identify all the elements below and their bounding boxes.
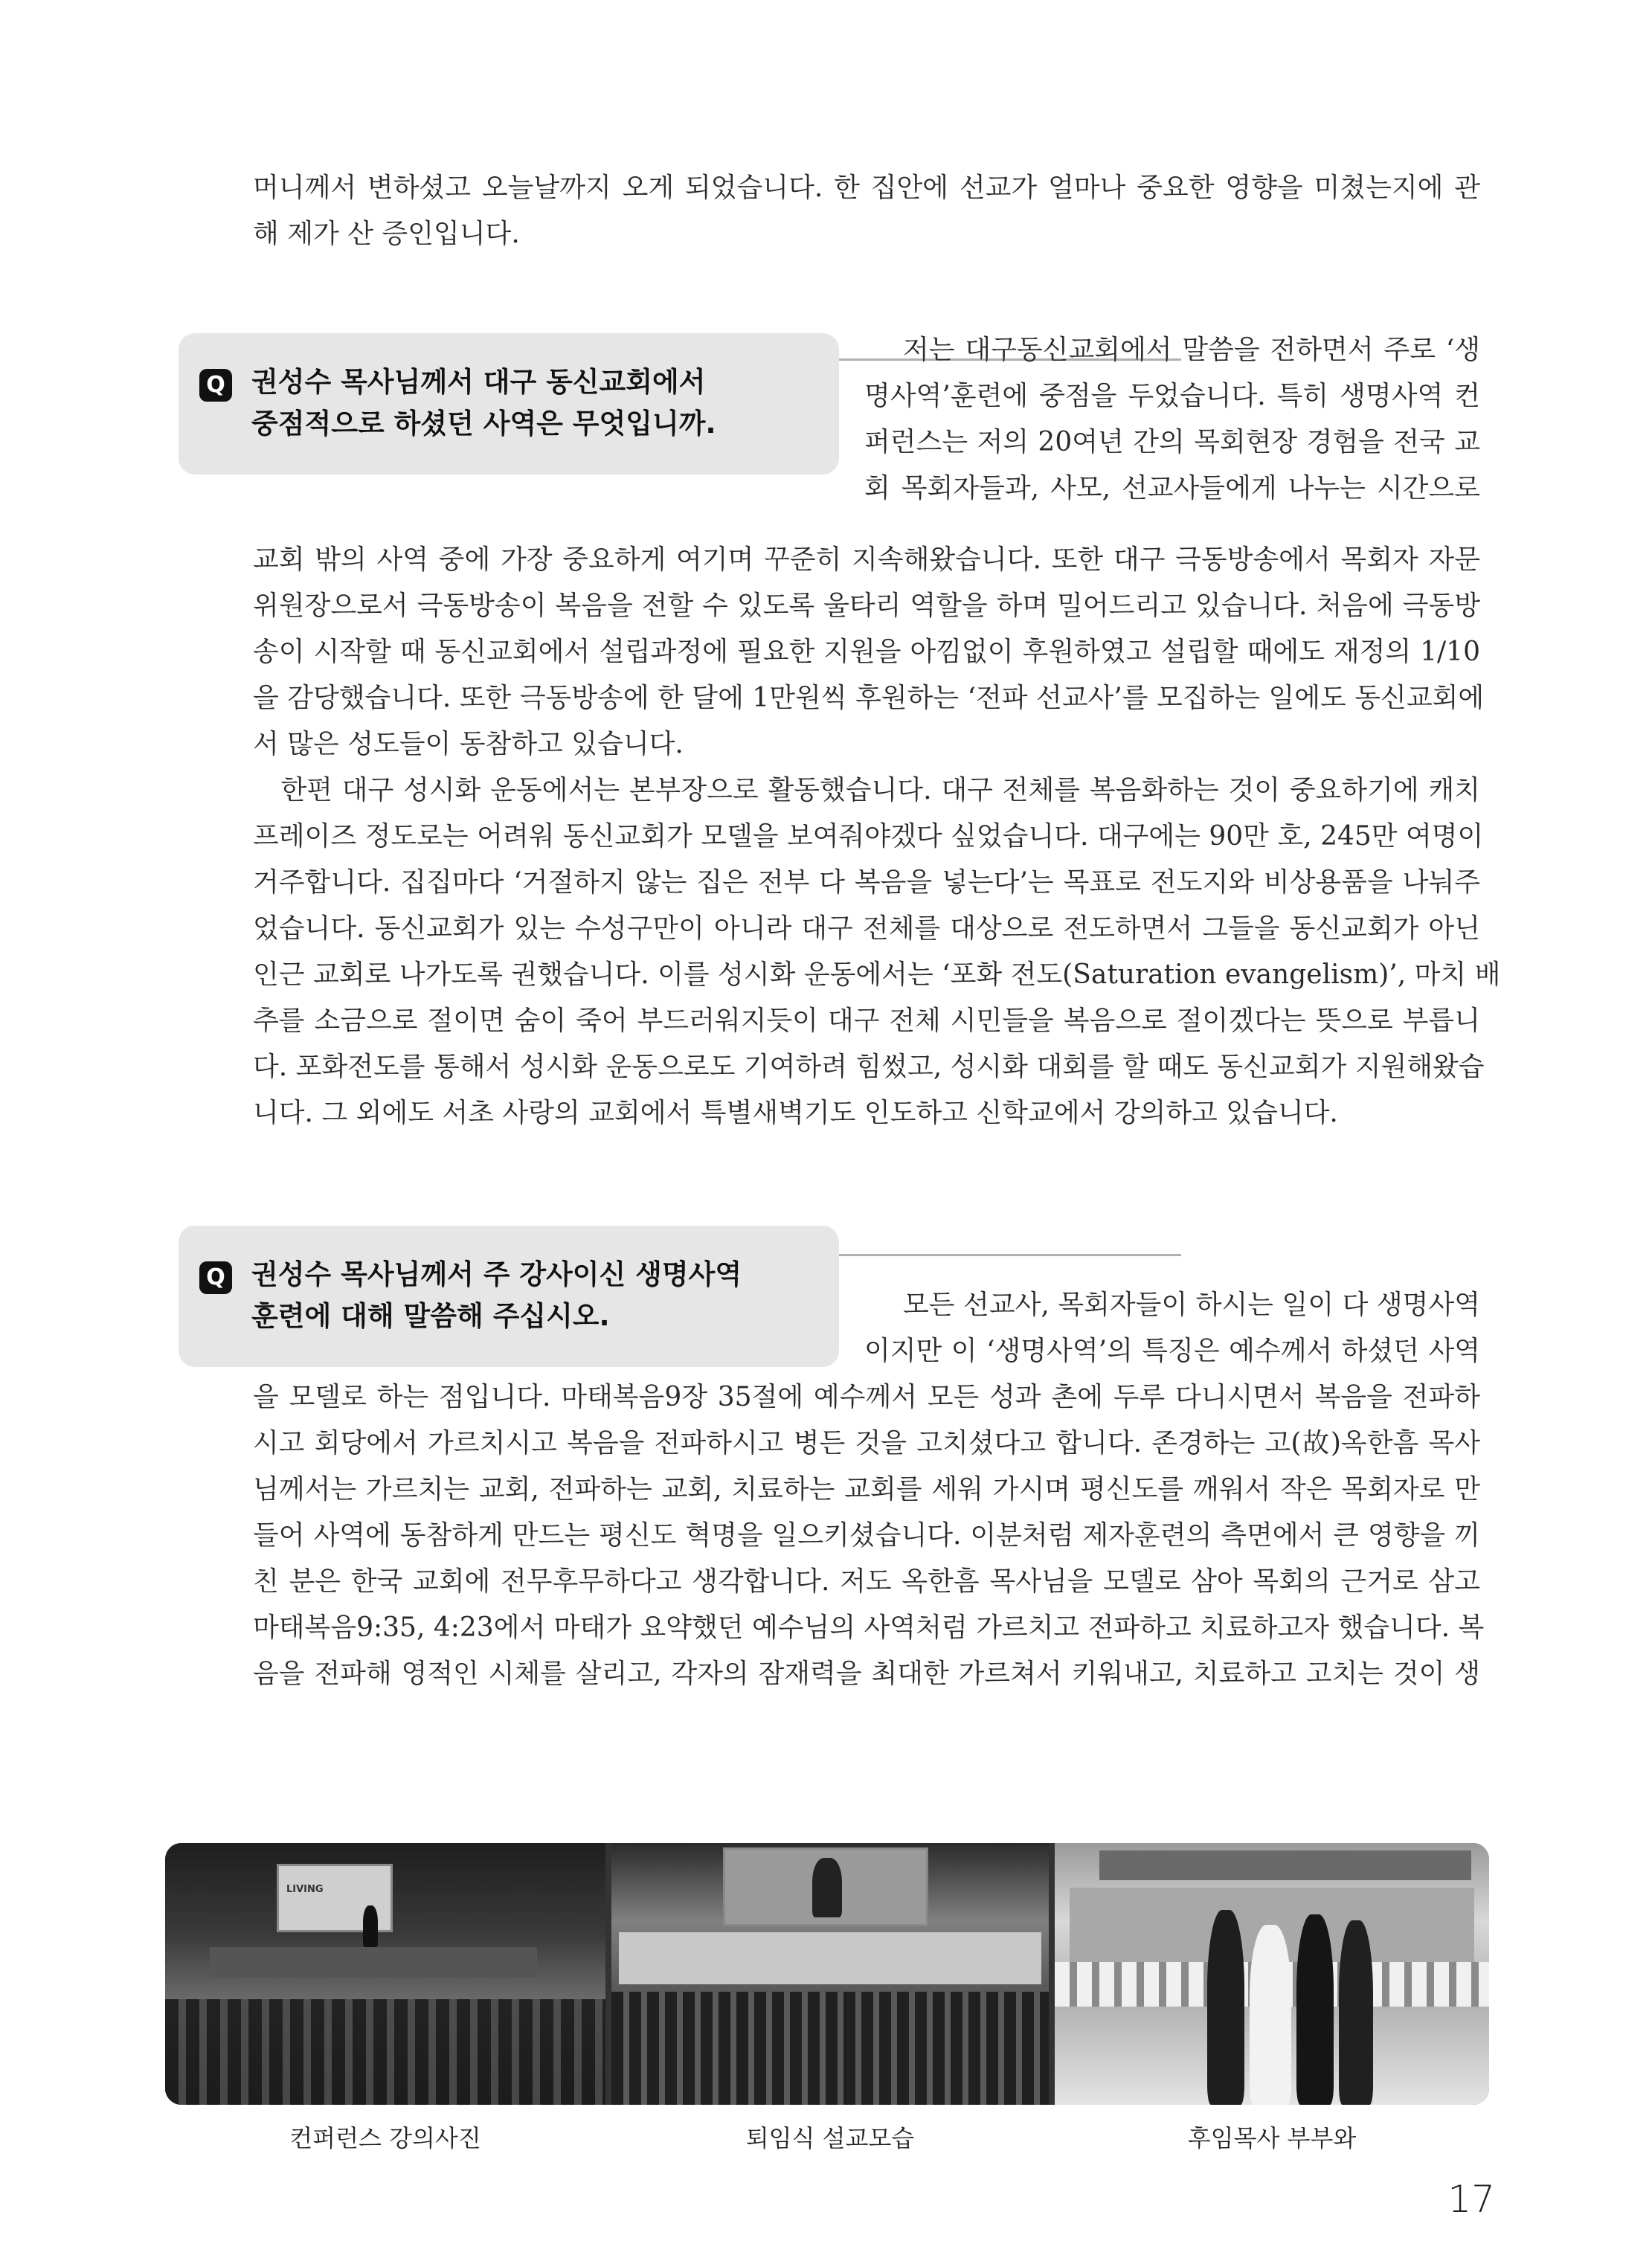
person-figure: [1250, 1925, 1291, 2105]
text-line: 저는 대구동신교회에서 말씀을 전하면서 주로 ‘생: [903, 335, 1480, 365]
text-line: 추를 소금으로 절이면 숨이 죽어 부드러워지듯이 대구 전체 시민들을 복음으로 절이겠다는 뜻으로 부릅니: [253, 1006, 1480, 1036]
text-line: 머니께서 변하셨고 오늘날까지 오게 되었습니다. 한 집안에 선교가 얼마나 중요한 영향을 미쳤는지에 관: [253, 173, 1480, 203]
photo-caption: 퇴임식 설교모습: [745, 2124, 915, 2152]
answer1-body: [253, 537, 1501, 1136]
text-line: 해 제가 산 증인입니다.: [253, 219, 520, 249]
text-line: 위원장으로서 극동방송이 복음을 전할 수 있도록 울타리 역할을 하며 밀어드리고 있습니다. 처음에 극동방: [253, 591, 1480, 621]
text-line: 니다. 그 외에도 서초 사랑의 교회에서 특별새벽기도 인도하고 신학교에서 강의하고 있습니다.: [253, 1098, 1338, 1128]
text-line: 모든 선교사, 목회자들이 하시는 일이 다 생명사역: [903, 1290, 1480, 1320]
text-line: 명사역’훈련에 중점을 두었습니다. 특히 생명사역 컨: [864, 381, 1480, 411]
question-line: 권성수 목사님께서 주 강사이신 생명사역: [251, 1258, 742, 1290]
question-box-1: [179, 333, 839, 475]
preacher-figure: [812, 1858, 842, 1917]
question-line: 훈련에 대해 말씀해 주십시오.: [251, 1300, 610, 1332]
successor-couple-photo: [1055, 1843, 1489, 2105]
intro-paragraph: [253, 165, 1480, 257]
text-line: 교회 밖의 사역 중에 가장 중요하게 여기며 꾸준히 지속해왔습니다. 또한 대구 극동방송에서 목회자 자문: [253, 544, 1480, 575]
text-line: 마태복음9:35, 4:23에서 마태가 요약했던 예수님의 사역처럼 가르치고 전파하고 치료하고자 했습니다. 복: [253, 1612, 1485, 1643]
retirement-sermon-photo: [611, 1843, 1049, 2105]
text-line: 이지만 이 ‘생명사역’의 특징은 예수께서 하셨던 사역: [864, 1336, 1480, 1366]
audience: [611, 1992, 1049, 2105]
text-line: 한편 대구 성시화 운동에서는 본부장으로 활동했습니다. 대구 전체를 복음화하는 것이 중요하기에 캐치: [253, 775, 1480, 805]
text-line: 서 많은 성도들이 동참하고 있습니다.: [253, 729, 684, 759]
text-line: 을 모델로 하는 점입니다. 마태복음9장 35절에 예수께서 모든 성과 촌에 두루 다니시면서 복음을 전파하: [253, 1382, 1480, 1412]
text-line: 거주합니다. 집집마다 ‘거절하지 않는 집은 전부 다 복음을 넣는다’는 목표로 전도지와 비상용품을 나눠주: [253, 867, 1480, 898]
question-box-2: [179, 1226, 839, 1367]
answer2-body: [253, 1374, 1485, 1697]
text-line: 을 감당했습니다. 또한 극동방송에 한 달에 1만원씩 후원하는 ‘전파 선교사’를 모집하는 일에도 동신교회에: [253, 683, 1485, 713]
text-line: 들어 사역에 동참하게 만드는 평신도 혁명을 일으키셨습니다. 이분처럼 제자훈련의 측면에서 큰 영향을 끼: [253, 1520, 1480, 1551]
banner: [1099, 1850, 1471, 1880]
text-line: 송이 시작할 때 동신교회에서 설립과정에 필요한 지원을 아낌없이 후원하였고 설립할 때에도 재정의 1/10: [253, 637, 1480, 667]
person-figure: [1296, 1914, 1334, 2105]
divider-line: [839, 1254, 1181, 1256]
text-line: 인근 교회로 나가도록 권했습니다. 이를 성시화 운동에서는 ‘포화 전도(Saturation evangelism)’, 마치 배: [253, 959, 1501, 990]
photo-caption: 컨퍼런스 강의사진: [289, 2124, 481, 2152]
audience: [165, 1999, 605, 2105]
conference-lecture-photo: [165, 1843, 605, 2105]
text-line: 시고 회당에서 가르치시고 복음을 전파하시고 병든 것을 고치셨다고 합니다. 존경하는 고(故)옥한흠 목사: [253, 1428, 1480, 1458]
text-line: 다. 포화전도를 통해서 성시화 운동으로도 기여하려 힘썼고, 성시화 대회를 할 때도 동신교회가 지원해왔습: [253, 1052, 1485, 1082]
person-figure: [1207, 1910, 1244, 2105]
text-line: 친 분은 한국 교회에 전무후무하다고 생각합니다. 저도 옥한흠 목사님을 모델로 삼아 목회의 근거로 삼고: [253, 1566, 1480, 1597]
text-line: 었습니다. 동신교회가 있는 수성구만이 아니라 대구 전체를 대상으로 전도하면서 그들을 동신교회가 아닌: [253, 913, 1480, 944]
stage: [210, 1947, 537, 1977]
text-line: 회 목회자들과, 사모, 선교사들에게 나누는 시간으로: [864, 473, 1480, 504]
photo-strip: [165, 1843, 1489, 2105]
photo-caption: 후임목사 부부와: [1187, 2124, 1357, 2152]
text-line: 음을 전파해 영적인 시체를 살리고, 각자의 잠재력을 최대한 가르쳐서 키워내고, 치료하고 고치는 것이 생: [253, 1659, 1480, 1689]
answer2-side-text: [864, 1282, 1480, 1374]
screen-text: LIVING: [286, 1884, 324, 1895]
question-icon: Q: [199, 1261, 232, 1294]
question-icon: Q: [199, 369, 232, 402]
stage: [619, 1932, 1041, 1984]
text-line: 퍼런스는 저의 20여년 간의 목회현장 경험을 전국 교: [864, 427, 1480, 457]
answer1-side-text: [864, 327, 1480, 512]
text-line: 님께서는 가르치는 교회, 전파하는 교회, 치료하는 교회를 세워 가시며 평신도를 깨워서 작은 목회자로 만: [253, 1474, 1480, 1505]
question-line: 중점적으로 하셨던 사역은 무엇입니까.: [251, 408, 716, 440]
person-figure: [1339, 1920, 1373, 2105]
question-line: 권성수 목사님께서 대구 동신교회에서: [251, 366, 706, 398]
page-number: 17: [1447, 2178, 1495, 2221]
text-line: 프레이즈 정도로는 어려워 동신교회가 모델을 보여줘야겠다 싶었습니다. 대구에는 90만 호, 245만 여명이: [253, 821, 1484, 852]
speaker-figure: [363, 1905, 378, 1947]
